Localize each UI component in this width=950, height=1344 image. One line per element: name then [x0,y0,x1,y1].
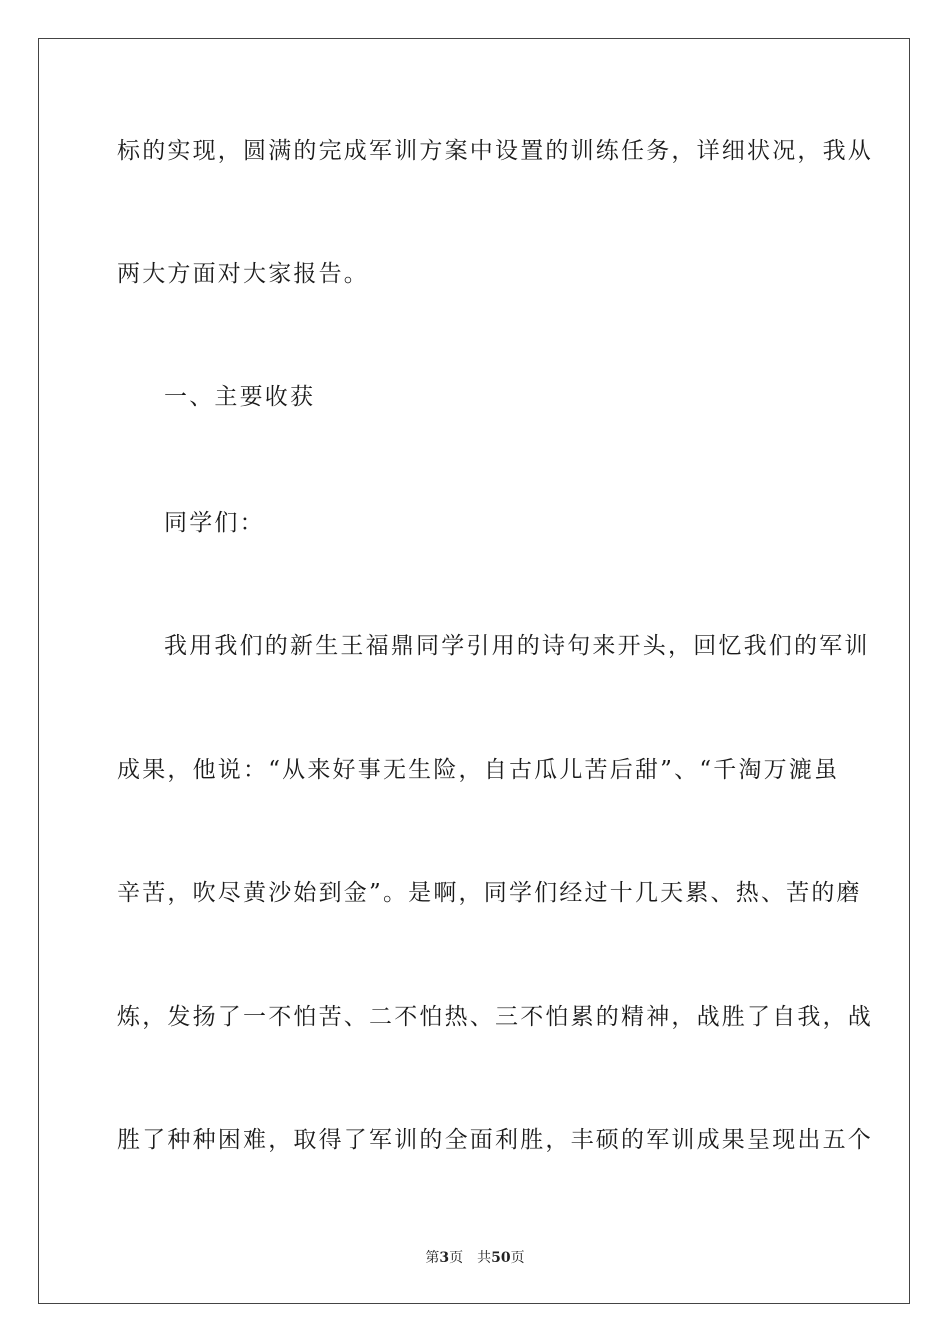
page-suffix: 页 [449,1250,464,1266]
total-pages: 50 [491,1250,511,1266]
body-text-line-8: 炼，发扬了一不怕苦、二不怕热、三不怕累的精神，战胜了自我，战 [117,1004,873,1030]
total-suffix: 页 [510,1250,525,1266]
body-text-line-2: 两大方面对大家报告。 [117,261,369,287]
page-footer [0,1247,950,1267]
salutation: 同学们： [164,510,265,536]
body-text-line-1: 标的实现，圆满的完成军训方案中设置的训练任务，详细状况，我从 [117,138,873,164]
total-prefix: 共 [477,1250,492,1266]
page-number: 3 [439,1250,450,1266]
section-heading: 一、主要收获 [164,384,316,410]
page-prefix: 第 [425,1250,440,1266]
body-text-line-6: 成果，他说：“从来好事无生险，自古瓜儿苦后甜”、“千淘万漉虽 [117,757,840,783]
page-border [38,38,910,1304]
body-text-line-5: 我用我们的新生王福鼎同学引用的诗句来开头，回忆我们的军训 [164,633,870,659]
body-text-line-9: 胜了种种困难，取得了军训的全面利胜，丰硕的军训成果呈现出五个 [117,1127,873,1153]
body-text-line-7: 辛苦，吹尽黄沙始到金”。是啊，同学们经过十几天累、热、苦的磨 [117,880,862,906]
